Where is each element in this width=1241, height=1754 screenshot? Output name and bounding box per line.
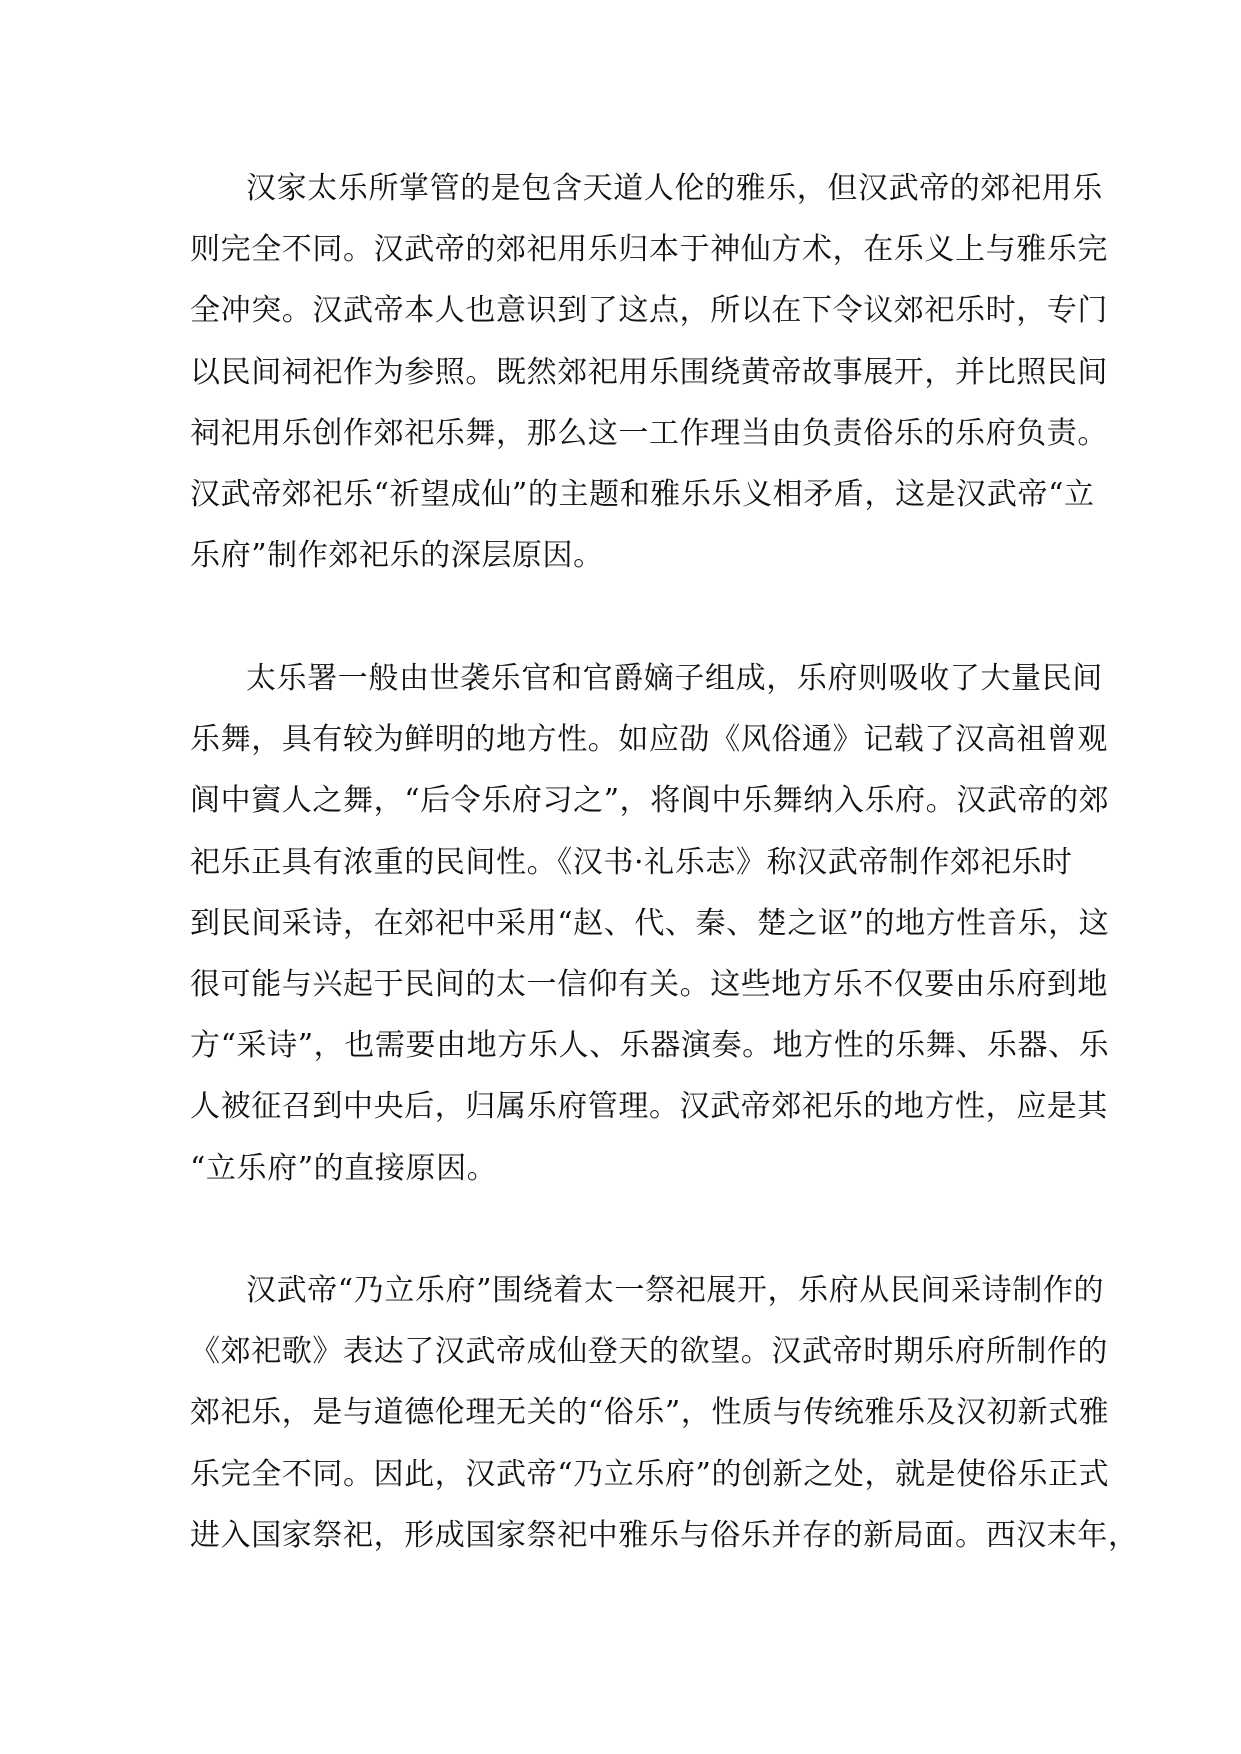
paragraph-1 [190,158,1108,586]
text-line: 汉武帝“乃立乐府”围绕着太一祭祀展开，乐府从民间采诗制作的 [246,1273,1105,1308]
text-line: 则完全不同。汉武帝的郊祀用乐归本于神仙方术，在乐义上与雅乐完 [190,232,1108,268]
text-line: 汉家太乐所掌管的是包含天道人伦的雅乐，但汉武帝的郊祀用乐 [246,171,1103,206]
text-line: 很可能与兴起于民间的太一信仰有关。这些地方乐不仅要由乐府到地 [190,966,1108,1002]
text-line: 乐舞，具有较为鲜明的地方性。如应劭《风俗通》记载了汉高祖曾观 [190,722,1108,758]
text-line: 人被征召到中央后，归属乐府管理。汉武帝郊祀乐的地方性，应是其 [190,1089,1108,1125]
paragraph-3 [190,1260,1139,1566]
text-line: 《郊祀歌》表达了汉武帝成仙登天的欲望。汉武帝时期乐府所制作的 [190,1334,1108,1370]
text-line: 郊祀乐，是与道德伦理无关的“俗乐”，性质与传统雅乐及汉初新式雅 [190,1395,1110,1431]
text-line: 汉武帝郊祀乐“祈望成仙”的主题和雅乐乐义相矛盾，这是汉武帝“立 [190,476,1095,512]
text-line: 方“采诗”，也需要由地方乐人、乐器演奏。地方性的乐舞、乐器、乐 [190,1028,1110,1064]
paragraph-2 [190,648,1110,1199]
text-line: 全冲突。汉武帝本人也意识到了这点，所以在下令议郊祀乐时，专门 [190,293,1108,329]
text-line: 到民间采诗，在郊祀中采用“赵、代、秦、楚之讴”的地方性音乐，这 [190,905,1110,941]
text-line: “立乐府”的直接原因。 [190,1150,498,1186]
text-line: 进入国家祭祀，形成国家祭祀中雅乐与俗乐并存的新局面。西汉末年， [190,1517,1139,1553]
text-line: 太乐署一般由世袭乐官和官爵嫡子组成，乐府则吸收了大量民间 [246,661,1103,696]
text-line: 以民间祠祀作为参照。既然郊祀用乐围绕黄帝故事展开，并比照民间 [190,354,1108,390]
text-line: 乐府”制作郊祀乐的深层原因。 [190,538,604,574]
text-line: 阆中賨人之舞，“后令乐府习之”，将阆中乐舞纳入乐府。汉武帝的郊 [190,783,1110,819]
text-line: 乐完全不同。因此，汉武帝“乃立乐府”的创新之处，就是使俗乐正式 [190,1456,1110,1492]
text-line: 祠祀用乐创作郊祀乐舞，那么这一工作理当由负责俗乐的乐府负责。 [190,415,1108,451]
text-line: 祀乐正具有浓重的民间性。《汉书·礼乐志》称汉武帝制作郊祀乐时 [190,844,1073,880]
